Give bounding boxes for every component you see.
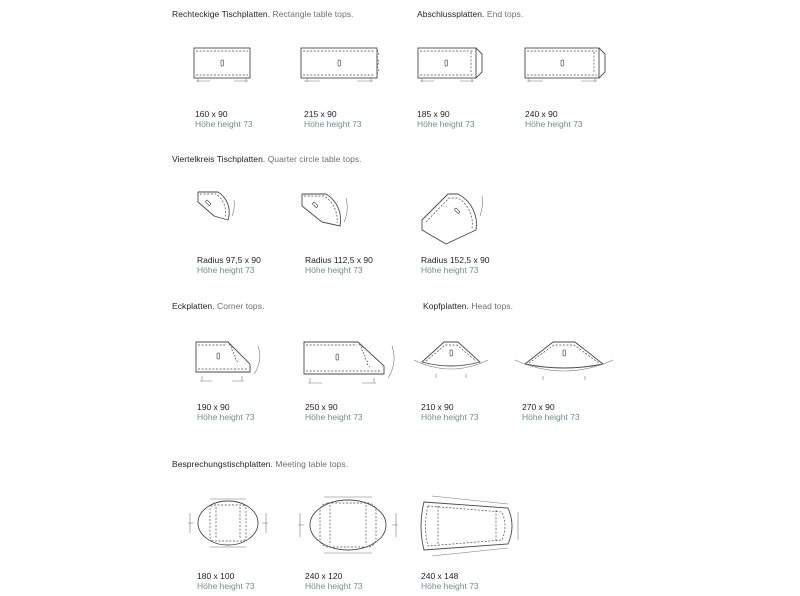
heading-corner-tops: Eckplatten. Corner tops. [172, 301, 265, 311]
end-top-240-drawing [521, 44, 611, 84]
quarter-top-97-drawing [194, 186, 240, 228]
head-top-210-drawing [412, 338, 490, 382]
caption-corner-250: 250 x 90 Höhe height 73 [305, 402, 363, 422]
caption-head-210: 210 x 90 Höhe height 73 [421, 402, 479, 422]
caption-head-270: 270 x 90 Höhe height 73 [522, 402, 580, 422]
rectangle-top-215-drawing [299, 44, 381, 84]
caption-corner-190: 190 x 90 Höhe height 73 [197, 402, 255, 422]
meeting-top-240x148-drawing [414, 490, 524, 562]
caption-rectangle-160: 160 x 90 Höhe height 73 [195, 109, 253, 129]
caption-rectangle-215: 215 x 90 Höhe height 73 [304, 109, 362, 129]
corner-top-190-drawing [192, 338, 266, 388]
head-top-270-drawing [513, 338, 615, 382]
caption-meeting-240x148: 240 x 148 Höhe height 73 [421, 571, 479, 591]
quarter-top-152-drawing [418, 186, 488, 246]
caption-quarter-152: Radius 152,5 x 90 Höhe height 73 [421, 255, 490, 275]
heading-rectangle-tops: Rechteckige Tischplatten. Rectangle table tops. [172, 9, 354, 19]
caption-end-240: 240 x 90 Höhe height 73 [525, 109, 583, 129]
quarter-top-112-drawing [298, 186, 354, 234]
caption-quarter-97: Radius 97,5 x 90 Höhe height 73 [197, 255, 261, 275]
heading-meeting-tops: Besprechungstischplatten. Meeting table tops. [172, 459, 349, 469]
caption-meeting-180: 180 x 100 Höhe height 73 [197, 571, 255, 591]
meeting-top-180-drawing [186, 495, 270, 555]
end-top-185-drawing [414, 44, 486, 84]
rectangle-top-160-drawing [192, 44, 254, 84]
caption-meeting-240: 240 x 120 Höhe height 73 [305, 571, 363, 591]
heading-head-tops: Kopfplatten. Head tops. [423, 301, 514, 311]
heading-quarter-circle-tops: Viertelkreis Tischplatten. Quarter circle table tops. [172, 154, 362, 164]
heading-end-tops: Abschlussplatten. End tops. [417, 9, 524, 19]
meeting-top-240-drawing [296, 493, 400, 559]
corner-top-250-drawing [300, 338, 396, 388]
caption-quarter-112: Radius 112,5 x 90 Höhe height 73 [305, 255, 373, 275]
caption-end-185: 185 x 90 Höhe height 73 [417, 109, 475, 129]
